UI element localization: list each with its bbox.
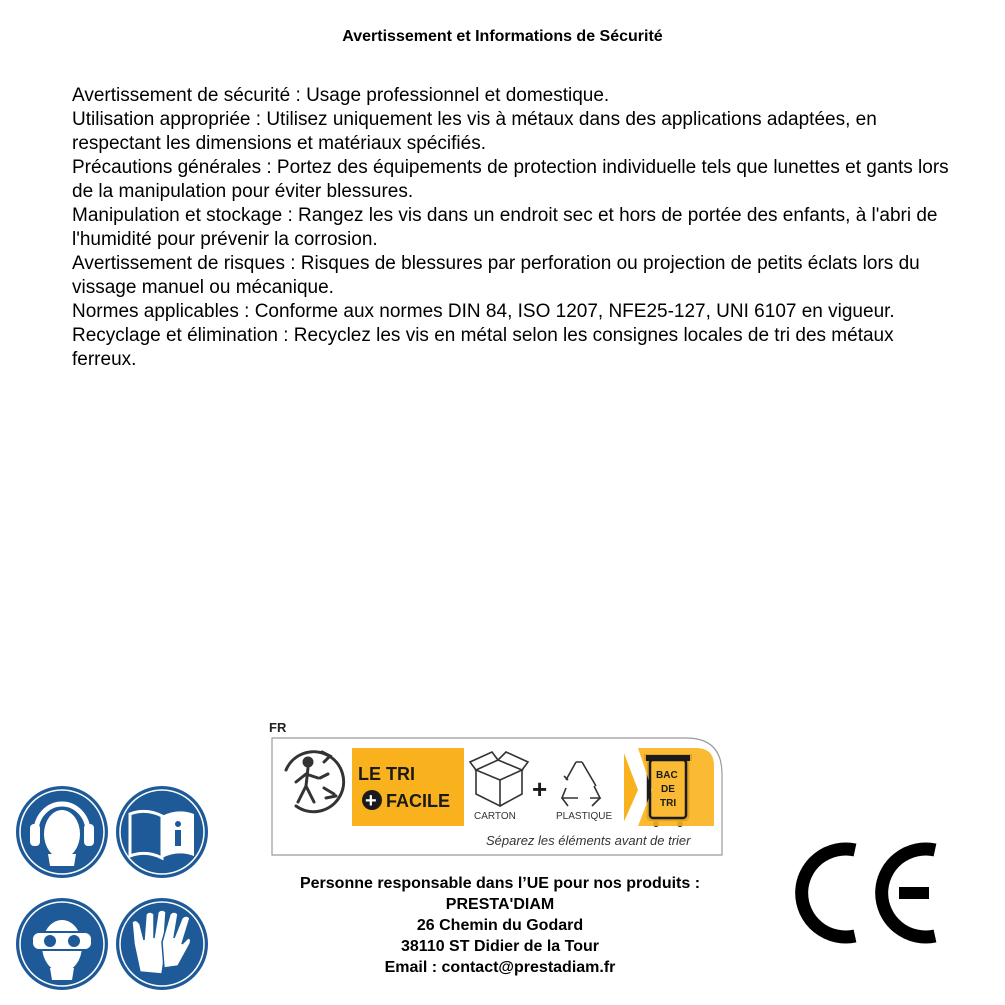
- tri-plus: +: [365, 790, 377, 812]
- paragraph-precautions: Précautions générales : Portez des équipements de protection individuelle tels que lunettes et gants lors de la manipulation pour éviter blessures.: [72, 157, 949, 202]
- address-city: 38110 ST Didier de la Tour: [401, 938, 599, 955]
- paragraph-recycling: Recyclage et élimination : Recyclez les vis en métal selon les consignes locales de tri des métaux ferreux.: [72, 325, 894, 370]
- tri-caption: Séparez les éléments avant de trier: [486, 833, 691, 848]
- gloves-icon: [116, 898, 208, 990]
- country-code: FR: [269, 720, 287, 735]
- paragraph-standards: Normes applicables : Conforme aux normes DIN 84, ISO 1207, NFE25-127, UNI 6107 en vigueur.: [72, 301, 895, 322]
- tri-line2: FACILE: [386, 791, 451, 811]
- paragraph-risks: Avertissement de risques : Risques de blessures par perforation ou projection de petits éclats lors du vissage manuel ou mécanique.: [72, 253, 920, 298]
- paragraph-storage: Manipulation et stockage : Rangez les vis dans un endroit sec et hors de portée des enfants, à l'abri de l'humidité pour prévenir la corrosion.: [72, 205, 938, 250]
- paragraph-usage: Utilisation appropriée : Utilisez uniquement les vis à métaux dans des applications adaptées, en respectant les dimensions et matériaux spécifiés.: [72, 109, 877, 154]
- tri-facile-logo: [266, 718, 726, 858]
- address-street: 26 Chemin du Godard: [416, 917, 584, 934]
- safety-text: [72, 84, 952, 372]
- safety-pictograms: [14, 784, 214, 994]
- plastique-label: PLASTIQUE: [556, 811, 613, 822]
- eye-protection-icon: [16, 898, 108, 990]
- read-manual-icon: [116, 786, 208, 878]
- ear-protection-icon: [16, 786, 108, 878]
- paragraph-safety: Avertissement de sécurité : Usage professionnel et domestique.: [72, 85, 610, 106]
- tri-line1: LE TRI: [358, 764, 415, 784]
- bin-label-2: DE: [661, 784, 675, 795]
- bin-label-1: BAC: [656, 770, 678, 781]
- carton-label: CARTON: [474, 811, 516, 822]
- responsible-person: [260, 873, 740, 978]
- plus-sign: +: [532, 774, 548, 804]
- responsible-heading: Personne responsable dans l’UE pour nos produits :: [299, 875, 701, 892]
- ce-mark: [795, 838, 945, 948]
- contact-email: Email : contact@prestadiam.fr: [384, 959, 616, 976]
- bin-label-3: TRI: [660, 798, 677, 809]
- page-title: Avertissement et Informations de Sécurité: [342, 28, 663, 45]
- company-name: PRESTA'DIAM: [445, 896, 555, 913]
